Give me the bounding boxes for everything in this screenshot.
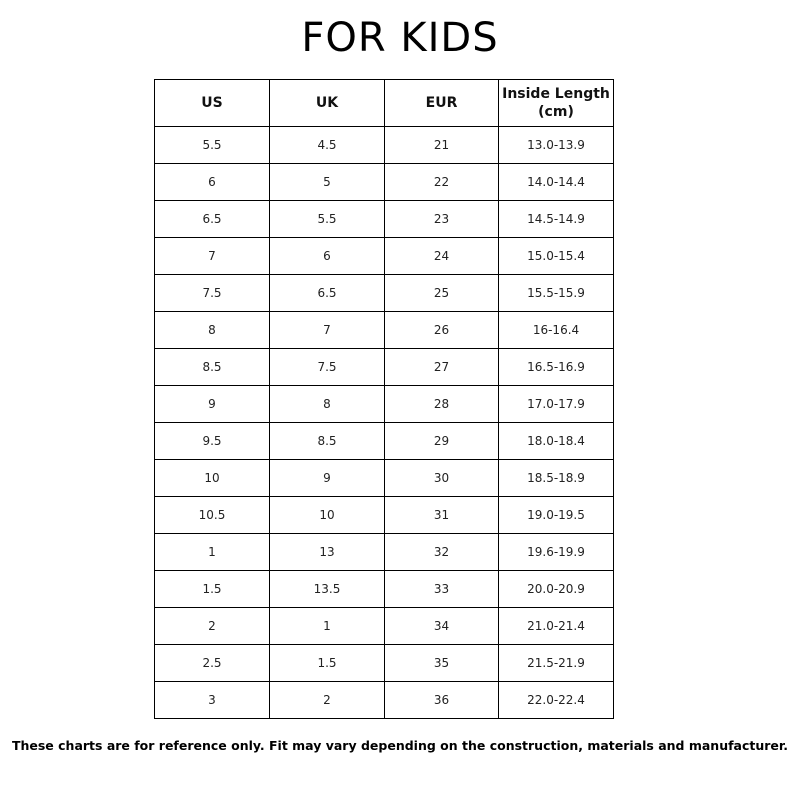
size-chart-table [154,79,614,719]
header-us: US [155,80,270,127]
cell-uk: 9 [270,460,385,497]
cell-inside-length: 21.5-21.9 [499,645,614,682]
cell-us: 8 [155,312,270,349]
cell-us: 10.5 [155,497,270,534]
header-inside-length: Inside Length (cm) [499,80,614,127]
cell-inside-length: 16-16.4 [499,312,614,349]
cell-eur: 31 [385,497,499,534]
cell-inside-length: 21.0-21.4 [499,608,614,645]
table-row [155,386,614,423]
table-row [155,127,614,164]
cell-us: 9 [155,386,270,423]
table-row [155,645,614,682]
cell-inside-length: 22.0-22.4 [499,682,614,719]
cell-uk: 8.5 [270,423,385,460]
cell-uk: 8 [270,386,385,423]
cell-us: 1.5 [155,571,270,608]
cell-eur: 21 [385,127,499,164]
cell-uk: 1 [270,608,385,645]
table-row [155,460,614,497]
cell-inside-length: 15.0-15.4 [499,238,614,275]
table-row [155,349,614,386]
cell-us: 1 [155,534,270,571]
cell-us: 7 [155,238,270,275]
cell-inside-length: 14.5-14.9 [499,201,614,238]
table-row [155,534,614,571]
cell-eur: 33 [385,571,499,608]
cell-eur: 27 [385,349,499,386]
cell-eur: 32 [385,534,499,571]
cell-uk: 7.5 [270,349,385,386]
cell-us: 9.5 [155,423,270,460]
cell-uk: 5.5 [270,201,385,238]
cell-uk: 4.5 [270,127,385,164]
table-row [155,164,614,201]
cell-uk: 6 [270,238,385,275]
table-row [155,275,614,312]
cell-eur: 23 [385,201,499,238]
cell-us: 2 [155,608,270,645]
table-body [155,127,614,719]
cell-uk: 13.5 [270,571,385,608]
cell-eur: 29 [385,423,499,460]
table-row [155,682,614,719]
footnote: These charts are for reference only. Fit may vary depending on the construction, materials and manufacturer. [11,738,789,753]
cell-uk: 7 [270,312,385,349]
cell-eur: 34 [385,608,499,645]
table-row [155,238,614,275]
cell-inside-length: 19.6-19.9 [499,534,614,571]
cell-inside-length: 16.5-16.9 [499,349,614,386]
cell-eur: 26 [385,312,499,349]
cell-eur: 36 [385,682,499,719]
table-row [155,423,614,460]
cell-uk: 6.5 [270,275,385,312]
cell-us: 7.5 [155,275,270,312]
cell-eur: 35 [385,645,499,682]
cell-inside-length: 15.5-15.9 [499,275,614,312]
cell-inside-length: 17.0-17.9 [499,386,614,423]
header-eur: EUR [385,80,499,127]
cell-us: 5.5 [155,127,270,164]
cell-inside-length: 20.0-20.9 [499,571,614,608]
cell-uk: 5 [270,164,385,201]
table-row [155,312,614,349]
cell-us: 10 [155,460,270,497]
table-row [155,201,614,238]
page-title: FOR KIDS [301,15,499,61]
cell-eur: 30 [385,460,499,497]
header-uk: UK [270,80,385,127]
cell-eur: 24 [385,238,499,275]
table-row [155,608,614,645]
cell-us: 3 [155,682,270,719]
cell-inside-length: 19.0-19.5 [499,497,614,534]
cell-uk: 13 [270,534,385,571]
table-row [155,571,614,608]
cell-us: 6 [155,164,270,201]
cell-us: 6.5 [155,201,270,238]
cell-eur: 25 [385,275,499,312]
cell-eur: 22 [385,164,499,201]
cell-eur: 28 [385,386,499,423]
cell-inside-length: 18.0-18.4 [499,423,614,460]
table-row [155,497,614,534]
cell-inside-length: 18.5-18.9 [499,460,614,497]
cell-uk: 2 [270,682,385,719]
cell-uk: 10 [270,497,385,534]
cell-us: 8.5 [155,349,270,386]
cell-uk: 1.5 [270,645,385,682]
cell-inside-length: 13.0-13.9 [499,127,614,164]
table-header-row [155,80,614,127]
cell-inside-length: 14.0-14.4 [499,164,614,201]
cell-us: 2.5 [155,645,270,682]
